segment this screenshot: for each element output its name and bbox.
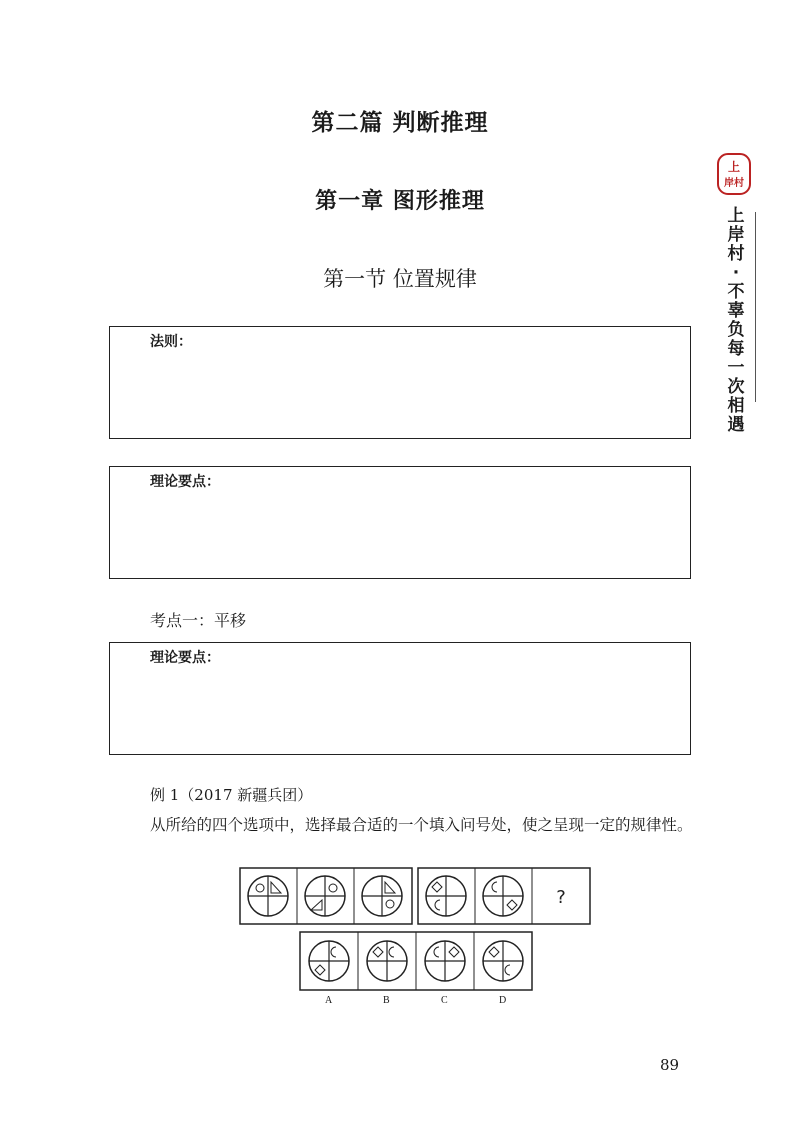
option-d-label: D: [499, 995, 507, 1006]
side-divider: [755, 212, 756, 402]
side-motto: 上 岸 村 · 不 辜 负 每 一 次 相 遇: [727, 206, 745, 435]
example-label: 例 1（2017 新疆兵团）: [150, 786, 313, 804]
figure-cell-3: [362, 876, 402, 916]
figure-cell-2: [305, 876, 345, 916]
option-c-figure: [425, 941, 465, 981]
theory-box-title: 理论要点：: [150, 474, 220, 490]
option-c-label: C: [441, 995, 448, 1006]
svg-text:上: 上: [727, 160, 741, 174]
svg-text:岸村: 岸村: [724, 178, 744, 189]
figure-cell-1: [248, 876, 288, 916]
figure-cell-4: [426, 876, 466, 916]
figure-cell-5: [483, 876, 523, 916]
theory-box-1: [109, 466, 691, 579]
option-a-label: A: [325, 995, 333, 1006]
option-d-figure: [483, 941, 523, 981]
theory-box-title: 理论要点：: [150, 650, 220, 666]
theory-box-2: [109, 642, 691, 755]
rule-box-title: 法则：: [150, 334, 192, 350]
question-text: 从所给的四个选项中，选择最合适的一个填入问号处，使之呈现一定的规律性。: [150, 816, 693, 834]
question-mark: ?: [556, 887, 566, 908]
section-title: 第一节 位置规律: [323, 267, 477, 291]
option-a-figure: [309, 941, 349, 981]
rule-box: [109, 326, 691, 439]
chapter-title: 第一章 图形推理: [315, 188, 485, 214]
page-number: 89: [660, 1056, 680, 1074]
exam-point-title: 考点一：平移: [150, 611, 247, 630]
part-title: 第二篇 判断推理: [311, 109, 489, 136]
option-b-label: B: [383, 995, 390, 1006]
puzzle-figure: [238, 866, 598, 1000]
option-b-figure: [367, 941, 407, 981]
